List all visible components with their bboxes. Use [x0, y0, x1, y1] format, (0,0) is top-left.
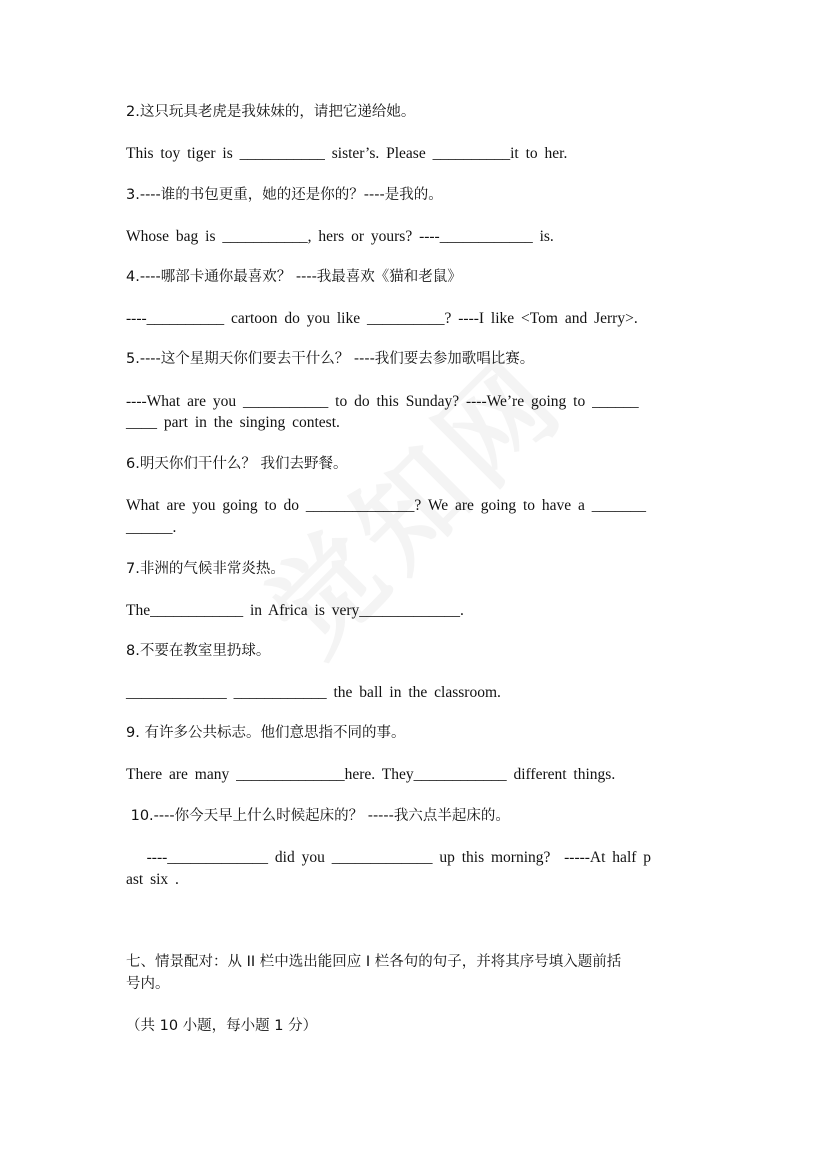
section-7-heading-line-1: 七、情景配对：从 II 栏中选出能回应 I 栏各句的句子，并将其序号填入题前括 — [126, 954, 622, 970]
question-6-english-line-2: ______. — [126, 519, 177, 536]
section-7-scoring-note: （共 10 小题，每小题 1 分） — [126, 1018, 318, 1034]
question-5-english-line-1: ----What are you ___________ to do this Sunday? ----We’re going to ______ — [126, 393, 639, 410]
question-7-english: The____________ in Africa is very_____________. — [126, 602, 464, 619]
question-2-english: This toy tiger is ___________ sister’s. Please __________it to her. — [126, 145, 568, 162]
section-7-heading-line-2: 号内。 — [126, 976, 170, 992]
question-8-english: _____________ ____________ the ball in the classroom. — [126, 684, 501, 701]
question-10-chinese: 10.----你今天早上什么时候起床的？ -----我六点半起床的。 — [126, 808, 510, 824]
question-9-english: There are many ______________here. They____________ different things. — [126, 766, 616, 783]
question-5-english-line-2: ____ part in the singing contest. — [126, 414, 340, 431]
question-6-chinese: 6.明天你们干什么？ 我们去野餐。 — [126, 456, 348, 472]
question-10-english-line-2: ast six . — [126, 871, 179, 888]
question-9-chinese: 9. 有许多公共标志。他们意思指不同的事。 — [126, 725, 406, 741]
question-3-chinese: 3.----谁的书包更重，她的还是你的？----是我的。 — [126, 187, 443, 203]
question-5-chinese: 5.----这个星期天你们要去干什么？ ----我们要去参加歌唱比赛。 — [126, 351, 535, 367]
question-8-chinese: 8.不要在教室里扔球。 — [126, 643, 271, 659]
question-2-chinese: 2.这只玩具老虎是我妹妹的，请把它递给她。 — [126, 104, 416, 120]
question-4-chinese: 4.----哪部卡通你最喜欢？ ----我最喜欢《猫和老鼠》 — [126, 269, 462, 285]
question-4-english: ----__________ cartoon do you like __________? ----I like <Tom and Jerry>. — [126, 310, 638, 327]
question-3-english: Whose bag is ___________, hers or yours? ----____________ is. — [126, 228, 554, 245]
question-10-english-line-1: ----_____________ did you _____________ up this morning? -----At half p — [126, 849, 652, 866]
question-6-english-line-1: What are you going to do ______________? We are going to have a _______ — [126, 497, 647, 514]
question-7-chinese: 7.非洲的气候非常炎热。 — [126, 561, 285, 577]
